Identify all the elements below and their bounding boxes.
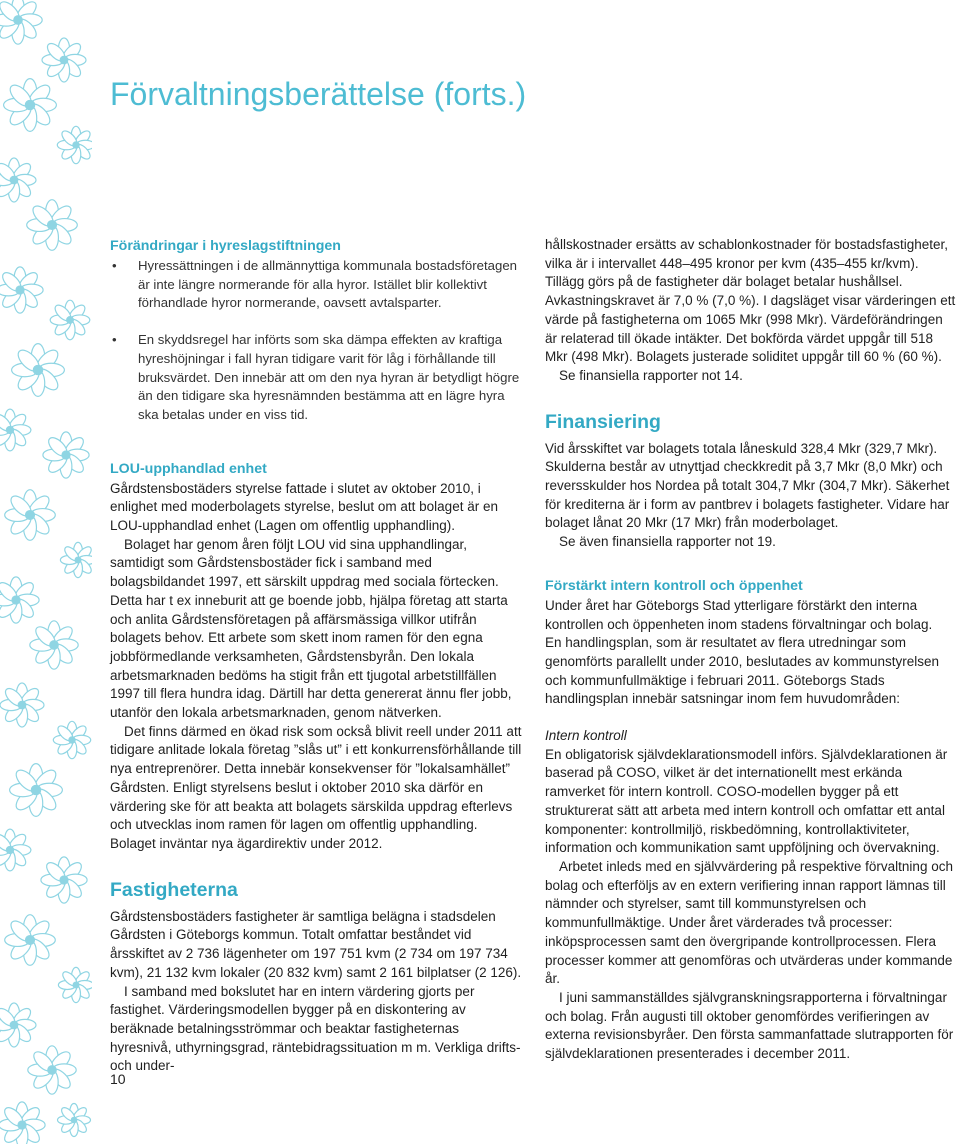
list-item: • En skyddsregel har införts som ska dämpa effekten av kraftiga hyreshöjningar i fall hyran tidigare varit för låg i förhållande till bruksvärdet. Den innebär att om den nya hyran är betydligt högre än den tidigare ska hyresnämnden bestämma att en lägre hyra ska betalas under en viss tid.: [110, 331, 522, 425]
paragraph: Gårdstensbostäders styrelse fattade i slutet av oktober 2010, i enlighet med moderbolagets styrelse, beslut om att bolaget är en LOU-upphandlad enhet (Lagen om offentlig upphandling).: [110, 480, 498, 534]
paragraph: I samband med bokslutet har en intern värdering gjorts per fastighet. Värderingsmodellen bygger på en diskontering av beräknade betalningsströmmar och beaktar fastigheternas hyresnivå, uthyrningsgrad, räntebidragssituation m m. Verkliga drifts- och under-: [110, 983, 521, 1074]
paragraph: Under året har Göteborgs Stad ytterligare förstärkt den interna kontrollen och öppenheten inom stadens förvaltningar och bolag.: [545, 597, 933, 632]
subheading-intern-kontroll: Intern kontroll: [545, 728, 627, 744]
left-column: [110, 236, 522, 1076]
flower-pattern-icon: [0, 0, 92, 1144]
paragraph: Bolaget har genom åren följt LOU vid sina upphandlingar, samtidigt som Gårdstensbostäder fick i samband med bolagsbildandet 1997, ett särskilt uppdrag med sociala förtecken. Detta har t ex inneburit att ge boende jobb, hjälpa företag att starta och anlita Gårdstensföretagen på affärsmässiga villkor utifrån bolagets behov. Ett arbete som skett inom ramen för den egna jobbförmedlande verksamheten, Gårdstensbyrån. Den lokala arbetsmarknaden bedöms ha stigit från ett tjugotal arbetstillfällen 1997 till flera hundra idag. Därtill har detta genererat ännu fler jobb, utanför den lokala arbetsmarknaden, genom nätverken.: [110, 536, 512, 721]
paragraph: En handlingsplan, som är resultatet av flera utredningar som genomförts parallellt under 2010, beslutades av kommunstyrelsen och kommunfullmäktige i februari 2011. Göteborgs Stads handlingsplan innebär satsningar inom fem huvudområden:: [545, 635, 939, 707]
paragraph: Vid årsskiftet var bolagets totala låneskuld 328,4 Mkr (329,7 Mkr). Skulderna består av utnyttjad checkkredit på 3,7 Mkr (8,0 Mkr) och reversskulder hos Nordea på totalt 304,7 Mkr (304,7 Mkr). Säkerhet för krediterna är i form av pantbrev i bolagets fastigheter. Vidare har bolaget lånat 20 Mkr (17 Mkr) från moderbolaget.: [545, 440, 950, 531]
list-item: • Hyressättningen i de allmännyttiga kommunala bostadsföretagen är inte längre normerande för alla hyror. Istället blir kollektivt förhandlade hyror normerande, oavsett avtalsparter.: [110, 257, 522, 313]
heading-lou: LOU-upphandlad enhet: [110, 460, 267, 477]
heading-hyreslagstiftning: Förändringar i hyreslagstiftningen: [110, 238, 341, 254]
heading-intern-kontroll-oppenhet: Förstärkt intern kontroll och öppenhet: [545, 577, 803, 594]
page-number: 10: [110, 1071, 126, 1087]
paragraph: Se även finansiella rapporter not 19.: [559, 534, 776, 550]
paragraph: I juni sammanställdes självgranskningsrapporterna i förvaltningar och bolag. Från augusti till oktober genomfördes verifieringen av externa revisionsbyråer. Den första sammanfattade slutrapporten för självdeklarationen presenterades i december 2011.: [545, 989, 954, 1062]
paragraph: Det finns därmed en ökad risk som också blivit reell under 2011 att tidigare anlitade lokala företag ”slås ut” i ett konkurrensförhållande till nya entreprenörer. Detta innebär konsekvenser för ”lokalsamhället” Gårdsten. Enligt styrelsens beslut i oktober 2010 ska därför en värdering ske för att beakta att bolagets särskilda uppdrag efterlevs och utvecklas inom ramen för lagen om offentlig upphandling. Bolaget inväntar nya ägardirektiv under 2012.: [110, 723, 522, 851]
paragraph: hållskostnader ersätts av schablonkostnader för bostadsfastigheter, vilka är i intervallet 448–495 kronor per kvm (435–455 kr/kvm). Tillägg görs på de fastigheter där bolaget betalar hushållsel. Avkastningskravet är 7,0 % (7,0 %). I dagsläget visar värderingen ett värde på fastigheterna om 1065 Mkr (998 Mkr). Värdeförändringen är relaterad till ökade intäkter. Det bokförda värdet uppgår till 518 Mkr (498 Mkr). Bolagets justerade soliditet uppgår till 60 % (60 %).: [545, 237, 956, 365]
paragraph: Arbetet inleds med en självvärdering på respektive förvaltning och bolag och efterföljs av en extern verifiering innan rapport lämnas till nämnder och styrelser, samt till kommunstyrelsen och kommunfullmäktige. Under året värderades två processer: inköpsprocessen samt den övergripande kontrollprocessen. Flera processer kommer att genomföras och utvärderas under kommande år.: [545, 858, 953, 987]
bullet-list: [110, 257, 522, 425]
page-title: Förvaltningsberättelse (forts.): [110, 76, 527, 112]
heading-fastigheterna: Fastigheterna: [110, 878, 238, 901]
paragraph: En obligatorisk självdeklarationsmodell införs. Självdeklarationen är baserad på COSO, vilket är det internationellt mest erkända ramverket för intern kontroll. COSO-modellen bygger på ett strukturerat sätt att arbeta med intern kontroll och omfattar ett antal komponenter: kontrollmiljö, riskbedömning, kontrollaktiviteter, information och kommunikation samt uppföljning och övervakning.: [545, 746, 948, 856]
paragraph: Gårdstensbostäders fastigheter är samtliga belägna i stadsdelen Gårdsten i Göteborgs kommun. Totalt omfattar beståndet vid årsskiftet av 2 736 lägenheter om 197 751 kvm (2 734 om 197 734 kvm), 21 132 kvm lokaler (20 832 kvm) samt 2 161 bilplatser (2 126).: [110, 908, 522, 980]
paragraph: Se finansiella rapporter not 14.: [559, 367, 743, 383]
heading-finansiering: Finansiering: [545, 410, 661, 433]
right-column: [545, 236, 957, 1064]
